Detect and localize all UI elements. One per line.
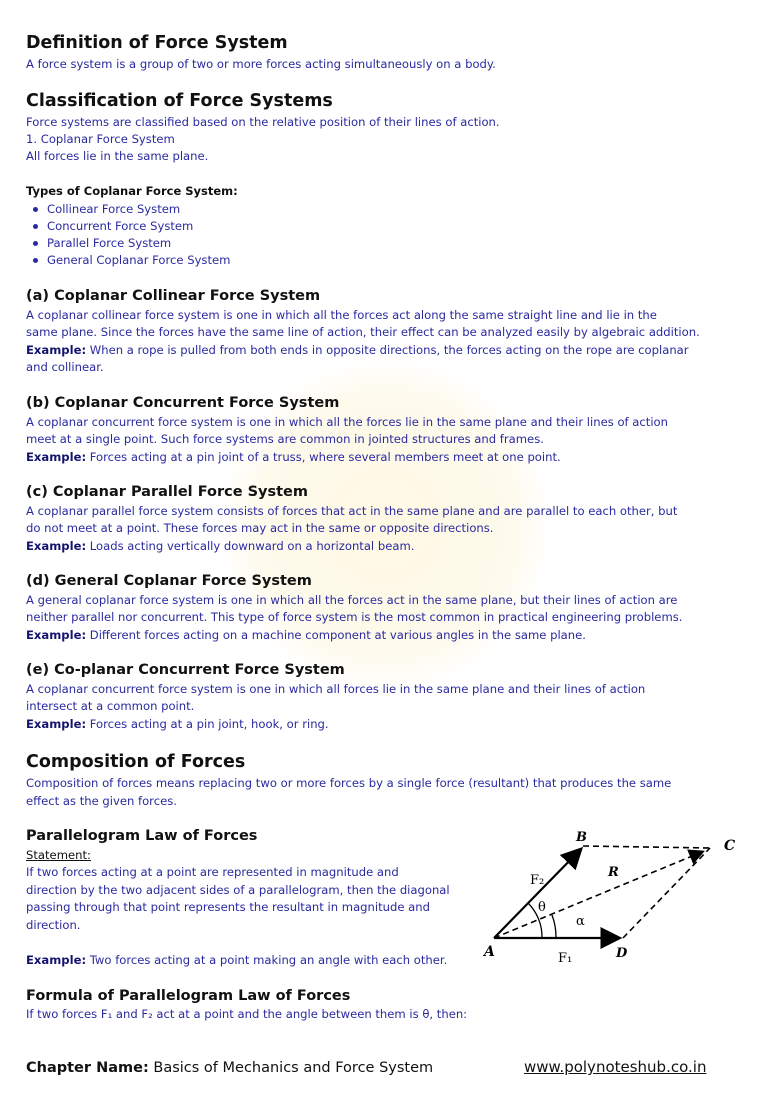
- section-b-line-2: meet at a single point. Such force systems are common in jointed structures and frames.: [26, 432, 544, 446]
- types-title: Types of Coplanar Force System:: [26, 184, 238, 198]
- section-e-line-2: intersect at a common point.: [26, 699, 195, 713]
- section-c-line-1: A coplanar parallel force system consists of forces that act in the same plane and are parallel to each other, but: [26, 504, 678, 518]
- section-d-line-2: neither parallel nor concurrent. This type of force system is the most common in practical engineering problems.: [26, 610, 683, 624]
- composition-line-2: effect as the given forces.: [26, 794, 177, 808]
- resultant-arrow: [494, 852, 702, 938]
- bullet-icon: [33, 258, 38, 263]
- list-item: General Coplanar Force System: [33, 252, 230, 270]
- section-b-example: Example: Forces acting at a pin joint of a truss, where several members meet at one point.: [26, 450, 561, 464]
- side-dc: [623, 848, 710, 938]
- classification-item-1: 1. Coplanar Force System: [26, 132, 175, 146]
- section-a-title: (a) Coplanar Collinear Force System: [26, 288, 321, 304]
- section-b-title: (b) Coplanar Concurrent Force System: [26, 395, 340, 411]
- bullet-icon: [33, 207, 38, 212]
- label-d: D: [616, 946, 628, 961]
- label-c: C: [724, 838, 736, 854]
- definition-title: Definition of Force System: [26, 33, 288, 53]
- list-item: Collinear Force System: [33, 201, 180, 219]
- section-e-title: (e) Co-planar Concurrent Force System: [26, 662, 345, 678]
- statement-line-2: direction by the two adjacent sides of a parallelogram, then the diagonal: [26, 883, 450, 897]
- classification-intro: Force systems are classified based on the relative position of their lines of action.: [26, 115, 500, 129]
- label-alpha: α: [576, 914, 585, 929]
- force-f2-arrow: [494, 850, 580, 938]
- composition-title: Composition of Forces: [26, 752, 246, 772]
- section-a-line-1: A coplanar collinear force system is one in which all the forces act along the same straight line and lie in the: [26, 308, 657, 322]
- statement-line-3: passing through that point represents the resultant in magnitude and: [26, 900, 430, 914]
- website-link[interactable]: www.polynoteshub.co.in: [524, 1058, 707, 1076]
- footer-chapter: Chapter Name: Basics of Mechanics and Force System: [26, 1060, 434, 1076]
- label-f2: F₂: [530, 873, 545, 888]
- section-c-title: (c) Coplanar Parallel Force System: [26, 484, 308, 500]
- classification-item-1-desc: All forces lie in the same plane.: [26, 149, 209, 163]
- classification-title: Classification of Force Systems: [26, 91, 333, 111]
- section-a-example-cont: and collinear.: [26, 360, 104, 374]
- section-a-line-2: same plane. Since the forces have the same line of action, their effect can be analyzed easily by algebraic addition.: [26, 325, 700, 339]
- section-e-example: Example: Forces acting at a pin joint, hook, or ring.: [26, 717, 329, 731]
- section-d-title: (d) General Coplanar Force System: [26, 573, 312, 589]
- statement-line-4: direction.: [26, 918, 81, 932]
- section-d-example: Example: Different forces acting on a machine component at various angles in the same plane.: [26, 628, 586, 642]
- label-f1: F₁: [558, 951, 573, 966]
- section-b-line-1: A coplanar concurrent force system is one in which all the forces lie in the same plane and their lines of action: [26, 415, 668, 429]
- bullet-icon: [33, 241, 38, 246]
- definition-text: A force system is a group of two or more forces acting simultaneously on a body.: [26, 57, 496, 71]
- side-bc: [583, 846, 710, 848]
- statement-label: Statement:: [26, 848, 91, 862]
- label-theta: θ: [538, 900, 546, 915]
- section-d-line-1: A general coplanar force system is one in which all the forces act in the same plane, but their lines of action are: [26, 593, 678, 607]
- section-c-line-2: do not meet at a point. These forces may act in the same or opposite directions.: [26, 521, 494, 535]
- statement-line-1: If two forces acting at a point are represented in magnitude and: [26, 865, 399, 879]
- parallelogram-example: Example: Two forces acting at a point making an angle with each other.: [26, 953, 448, 967]
- composition-line-1: Composition of forces means replacing two or more forces by a single force (resultant) that produces the same: [26, 776, 672, 790]
- list-item: Parallel Force System: [33, 235, 171, 253]
- section-c-example: Example: Loads acting vertically downward on a horizontal beam.: [26, 539, 415, 553]
- section-e-line-1: A coplanar concurrent force system is one in which all forces lie in the same plane and their lines of action: [26, 682, 646, 696]
- bullet-icon: [33, 224, 38, 229]
- list-item: Concurrent Force System: [33, 218, 193, 236]
- formula-title: Formula of Parallelogram Law of Forces: [26, 988, 351, 1004]
- formula-text: If two forces F₁ and F₂ act at a point and the angle between them is θ, then:: [26, 1007, 468, 1021]
- section-a-example: Example: When a rope is pulled from both ends in opposite directions, the forces acting on the rope are coplanar: [26, 343, 689, 357]
- label-r: R: [608, 865, 619, 880]
- parallelogram-title: Parallelogram Law of Forces: [26, 828, 258, 844]
- label-b: B: [576, 830, 587, 845]
- label-a: A: [484, 944, 495, 960]
- parallelogram-diagram: [480, 822, 750, 972]
- alpha-arc: [552, 915, 556, 938]
